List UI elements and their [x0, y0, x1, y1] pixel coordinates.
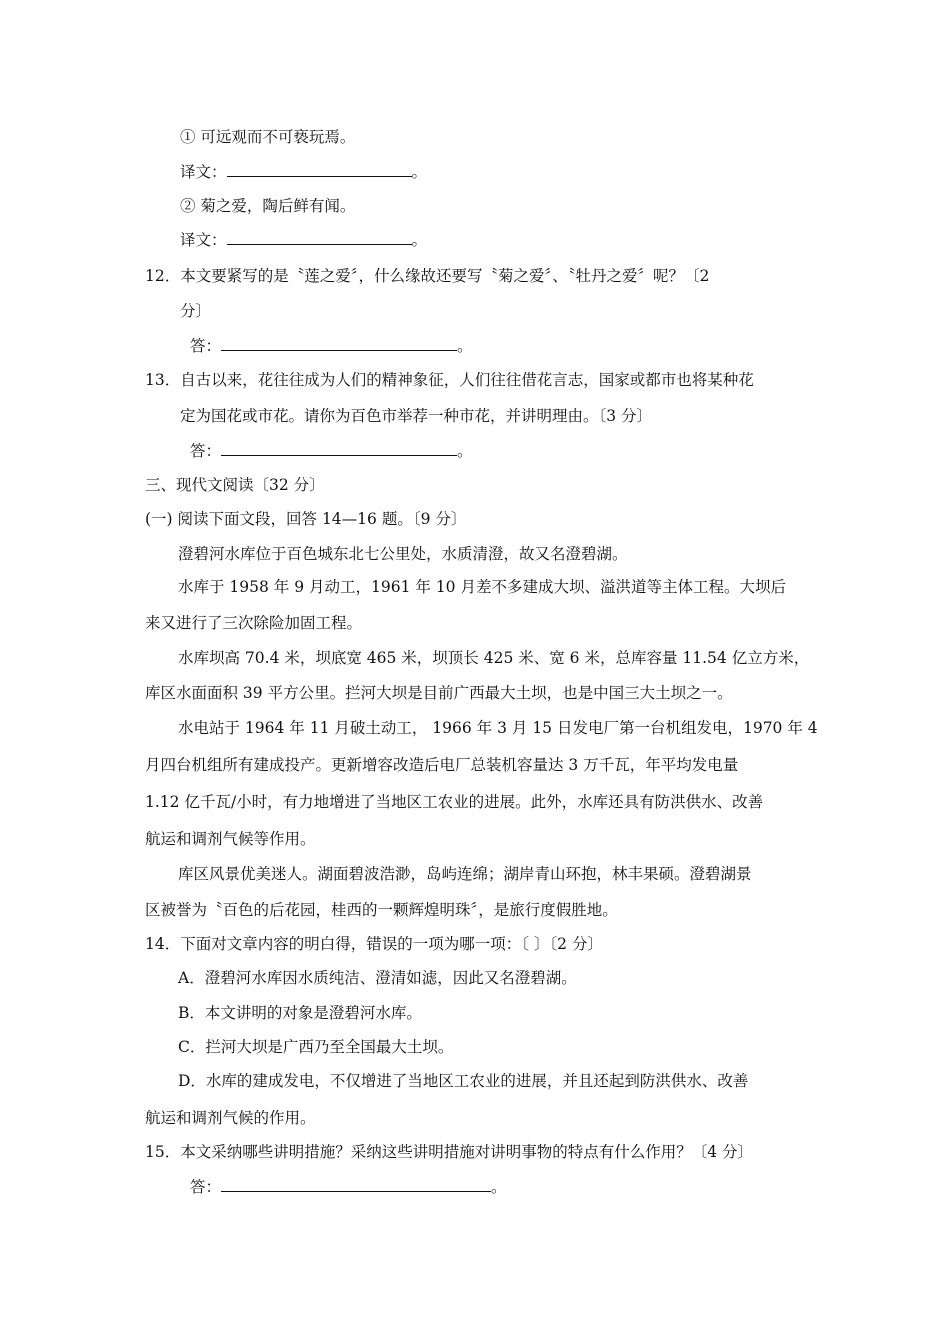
- passage-paragraph-3-line-1: 水库坝高 70.4 米，坝底宽 465 米，坝顶长 425 米、宽 6 米，总库容量 11.54 亿立方米，: [178, 649, 810, 667]
- end-mark: 。: [457, 337, 473, 355]
- passage-paragraph-2-line-2: 来又进行了三次除险加固工程。: [145, 614, 363, 632]
- passage-paragraph-4-line-2: 月四台机组所有建成投产。更新增容改造后电厂总装机容量达 3 万千瓦，年平均发电量: [145, 756, 739, 774]
- passage-paragraph-4-line-1: 水电站于 1964 年 11 月破土动工， 1966 年 3 月 15 日发电厂第一台机组发电，1970 年 4: [178, 719, 818, 737]
- section-3-part-1-title: (一) 阅读下面文段，回答 14—16 题。〔9 分〕: [145, 510, 467, 528]
- end-mark: 。: [457, 442, 473, 460]
- passage-paragraph-5-line-2: 区被誉为〝百色的后花园，桂西的一颗辉煌明珠〞，是旅行度假胜地。: [145, 901, 618, 919]
- passage-paragraph-4-line-4: 航运和调剂气候等作用。: [145, 830, 316, 848]
- answer-label: 答：: [190, 1178, 222, 1196]
- q12-stem-line-1: 12．本文要紧写的是〝莲之爱〞，什么缘故还要写〝菊之爱〞、〝牡丹之爱〞呢？〔2: [145, 267, 710, 285]
- passage-paragraph-1: 澄碧河水库位于百色城东北七公里处，水质清澄，故又名澄碧湖。: [178, 545, 628, 563]
- q14-option-d-line-2: 航运和调剂气候的作用。: [145, 1109, 316, 1127]
- answer-blank[interactable]: [221, 441, 457, 456]
- q14-option-c: C．拦河大坝是广西乃至全国最大土坝。: [178, 1038, 454, 1056]
- q14-option-b: B．本文讲明的对象是澄碧河水库。: [178, 1004, 422, 1022]
- q14-option-a: A．澄碧河水库因水质纯洁、澄清如滤，因此又名澄碧湖。: [178, 969, 577, 987]
- q15-stem: 15．本文采纳哪些讲明措施？采纳这些讲明措施对讲明事物的特点有什么作用？〔4 分〕: [145, 1143, 754, 1161]
- translation-label: 译文：: [180, 163, 227, 181]
- translation-label: 译文：: [180, 231, 227, 249]
- answer-blank[interactable]: [227, 230, 412, 245]
- q13-stem-line-1: 13．自古以来，花往往成为人们的精神象征，人们往往借花言志，国家或都市也将某种花: [145, 371, 754, 389]
- answer-blank[interactable]: [227, 162, 412, 177]
- q11-translation-1: [180, 162, 427, 182]
- passage-paragraph-4-line-3: 1.12 亿千瓦/小时，有力地增进了当地区工农业的进展。此外，水库还具有防洪供水、改善: [145, 793, 764, 811]
- q13-stem-line-2: 定为国花或市花。请你为百色市举荐一种市花，并讲明理由。〔3 分〕: [180, 407, 653, 425]
- answer-label: 答：: [190, 337, 222, 355]
- answer-blank[interactable]: [221, 1177, 491, 1192]
- q14-stem: 14．下面对文章内容的明白得，错误的一项为哪一项：〔 〕〔2 分〕: [145, 935, 603, 953]
- end-mark: 。: [411, 231, 428, 249]
- q11-translation-2: [180, 230, 427, 250]
- answer-blank[interactable]: [221, 336, 457, 351]
- end-mark: 。: [411, 163, 428, 181]
- q14-option-d-line-1: D．水库的建成发电，不仅增进了当地区工农业的进展，并且还起到防洪供水、改善: [178, 1072, 749, 1090]
- passage-paragraph-5-line-1: 库区风景优美迷人。湖面碧波浩渺，岛屿连绵；湖岸青山环抱，林丰果硕。澄碧湖景: [178, 865, 752, 883]
- q12-stem-line-2: 分〕: [180, 302, 212, 320]
- passage-paragraph-3-line-2: 库区水面面积 39 平方公里。拦河大坝是目前广西最大土坝，也是中国三大土坝之一。: [145, 684, 733, 702]
- q11-item-1: ① 可远观而不可亵玩焉。: [180, 128, 356, 146]
- section-3-title: 三、现代文阅读〔32 分〕: [145, 476, 325, 494]
- q13-answer: [190, 441, 473, 461]
- q11-item-2: ② 菊之爱，陶后鲜有闻。: [180, 197, 356, 215]
- end-mark: 。: [491, 1178, 507, 1196]
- q12-answer: [190, 336, 473, 356]
- passage-paragraph-2-line-1: 水库于 1958 年 9 月动工，1961 年 10 月差不多建成大坝、溢洪道等主体工程。大坝后: [178, 578, 786, 596]
- answer-label: 答：: [190, 442, 222, 460]
- q15-answer: [190, 1177, 507, 1197]
